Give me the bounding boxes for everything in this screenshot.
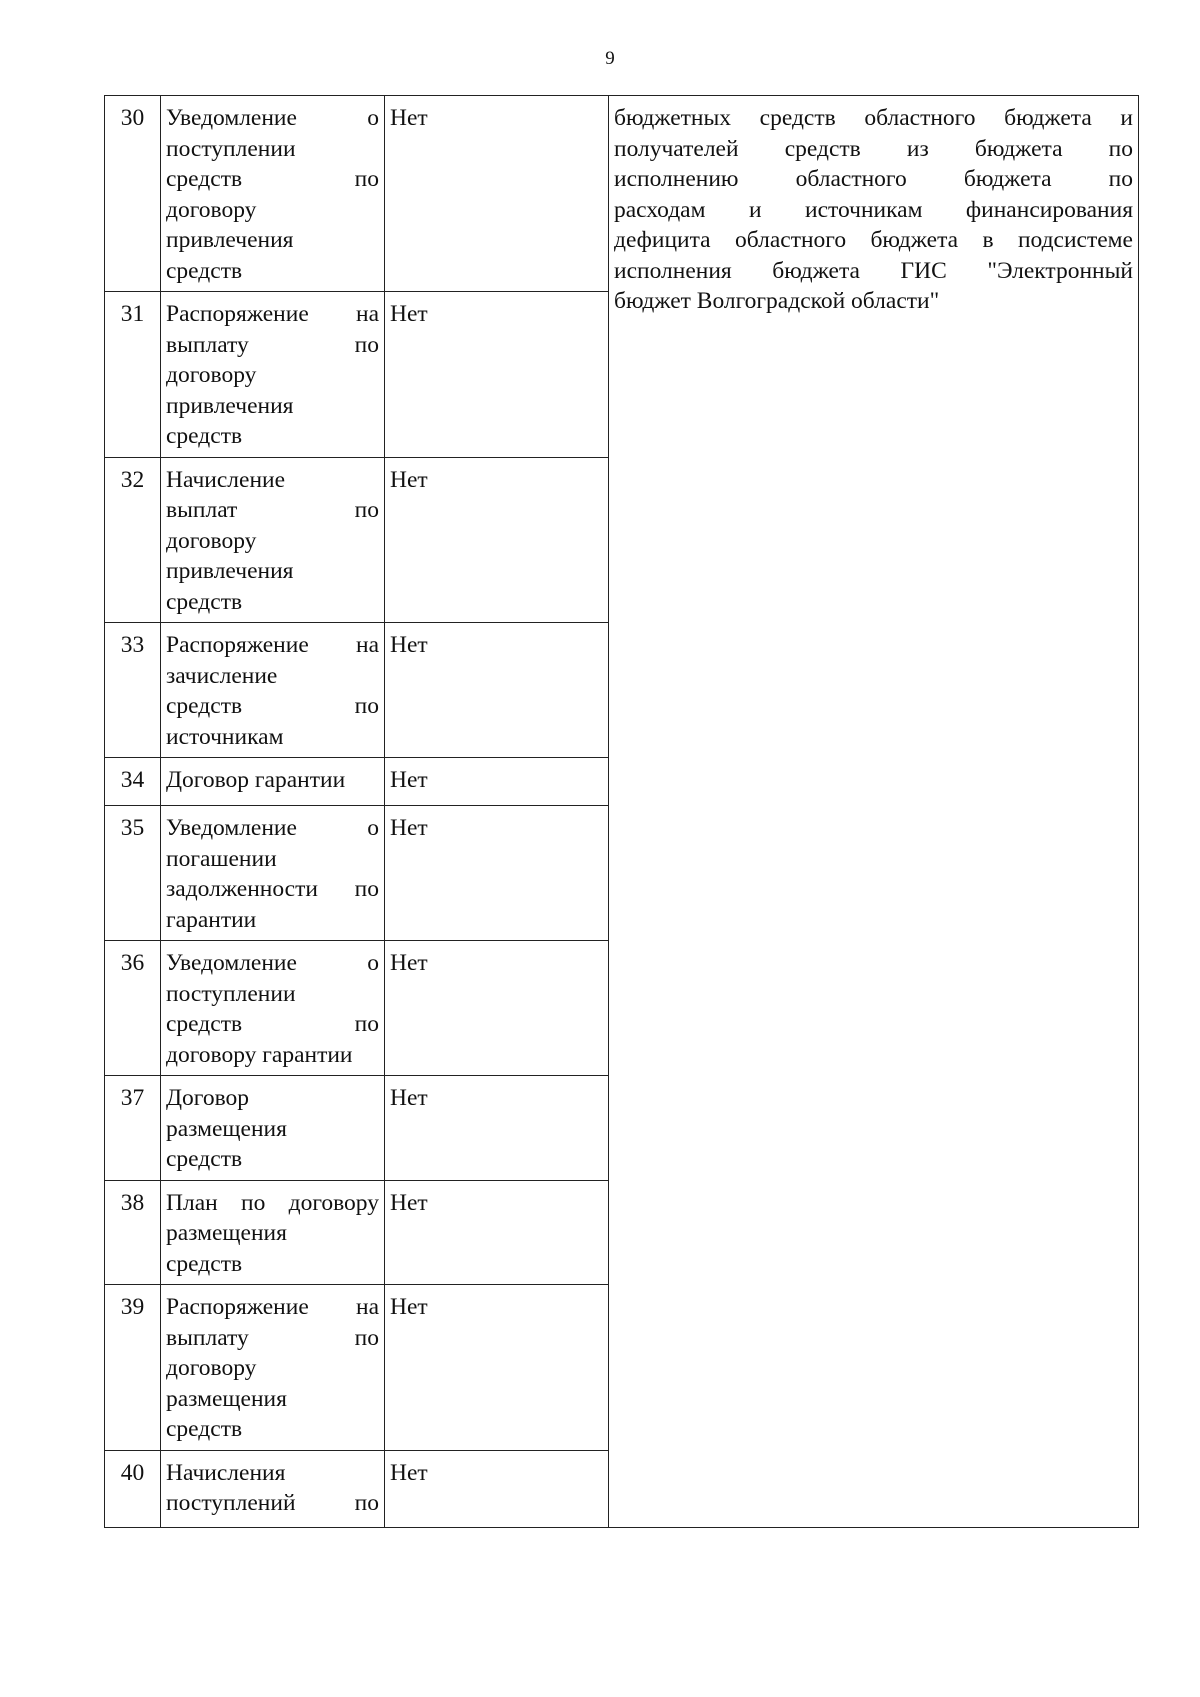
document-name — [161, 1180, 385, 1285]
page-number: 9 — [605, 48, 615, 69]
document-name-line: размещения — [166, 1115, 287, 1142]
description-line: исполнения бюджета ГИС "Электронный — [614, 257, 1133, 284]
document-name-line: выплат по — [166, 497, 379, 523]
document-name — [161, 758, 385, 806]
value-cell: Нет — [385, 1450, 609, 1527]
document-name-line: средств — [166, 423, 243, 449]
document-name-line: Уведомление о — [166, 815, 379, 841]
document-name — [161, 623, 385, 758]
table-row — [105, 96, 1139, 292]
document-name-line: Распоряжение на — [166, 632, 379, 658]
document-name — [161, 1076, 385, 1181]
row-number: 39 — [105, 1285, 161, 1451]
document-name-line: средств по — [166, 693, 379, 719]
document-name — [161, 806, 385, 941]
document-name-line: привлечения — [166, 558, 294, 584]
document-name-line: средств по — [166, 166, 379, 192]
document-name-line: привлечения — [166, 392, 294, 419]
value-cell: Нет — [385, 1180, 609, 1285]
document-name-line: поступлении — [166, 980, 296, 1007]
document-name-line: Договор гарантии — [166, 767, 346, 793]
document-name-line: средств — [166, 1146, 243, 1172]
document-name-line: средств — [166, 1250, 243, 1277]
description-line: дефицита областного бюджета в подсистеме — [614, 227, 1133, 253]
document-name-line: Распоряжение на — [166, 301, 379, 327]
row-number: 40 — [105, 1450, 161, 1527]
document-name-line: зачисление — [166, 662, 278, 689]
row-number: 32 — [105, 457, 161, 623]
document-name-line: договору — [166, 1355, 257, 1381]
document-name-line: средств — [166, 588, 243, 615]
document-name — [161, 941, 385, 1076]
document-name-line: выплату по — [166, 1324, 379, 1351]
value-cell: Нет — [385, 941, 609, 1076]
document-name-line: договору — [166, 527, 257, 554]
document-table — [104, 95, 1139, 1528]
document-name-line: задолженности по — [166, 876, 379, 902]
row-number: 31 — [105, 292, 161, 458]
document-name-line: размещения — [166, 1220, 287, 1246]
document-name-line: Уведомление о — [166, 105, 379, 131]
document-name-line: средств по — [166, 1011, 379, 1037]
document-name-line: Начисление — [166, 466, 286, 493]
description-line: исполнению областного бюджета по — [614, 166, 1133, 192]
row-number: 36 — [105, 941, 161, 1076]
value-cell: Нет — [385, 457, 609, 623]
value-cell: Нет — [385, 1285, 609, 1451]
row-number: 30 — [105, 96, 161, 292]
document-name-line: выплату по — [166, 331, 379, 358]
value-cell: Нет — [385, 292, 609, 458]
document-name-line: договору гарантии — [166, 1041, 353, 1068]
document-name-line: Начисления — [166, 1459, 286, 1486]
row-number: 34 — [105, 758, 161, 806]
description-line: бюджетных средств областного бюджета и — [614, 105, 1133, 131]
document-name-line: договору — [166, 196, 257, 223]
document-name — [161, 96, 385, 292]
description-line: расходам и источникам финансирования — [614, 196, 1133, 223]
value-cell: Нет — [385, 623, 609, 758]
value-cell: Нет — [385, 758, 609, 806]
row-number: 38 — [105, 1180, 161, 1285]
document-name-line: средств — [166, 257, 243, 284]
description-cell — [609, 96, 1139, 1528]
document-name-line: договору — [166, 362, 257, 388]
value-cell: Нет — [385, 96, 609, 292]
document-name-line: гарантии — [166, 906, 257, 933]
document-name — [161, 1285, 385, 1451]
row-number: 33 — [105, 623, 161, 758]
document-name-line: размещения — [166, 1385, 287, 1412]
document-name-line: поступлении — [166, 135, 296, 162]
document-name — [161, 457, 385, 623]
value-cell: Нет — [385, 806, 609, 941]
description-line: получателей средств из бюджета по — [614, 135, 1133, 162]
value-cell: Нет — [385, 1076, 609, 1181]
document-name-line: погашении — [166, 845, 277, 872]
document-name-line: поступлений по — [166, 1490, 379, 1516]
document-name-line: привлечения — [166, 227, 294, 253]
description-line: бюджет Волгоградской области" — [614, 288, 940, 314]
document-name-line: источникам — [166, 723, 284, 750]
document-name-line: средств — [166, 1416, 243, 1442]
document-name-line: Договор — [166, 1085, 250, 1111]
document-name-line: Распоряжение на — [166, 1294, 379, 1320]
document-name-line: План по договору — [166, 1189, 379, 1216]
document-name-line: Уведомление о — [166, 950, 379, 976]
document-name — [161, 292, 385, 458]
row-number: 35 — [105, 806, 161, 941]
row-number: 37 — [105, 1076, 161, 1181]
document-name — [161, 1450, 385, 1527]
